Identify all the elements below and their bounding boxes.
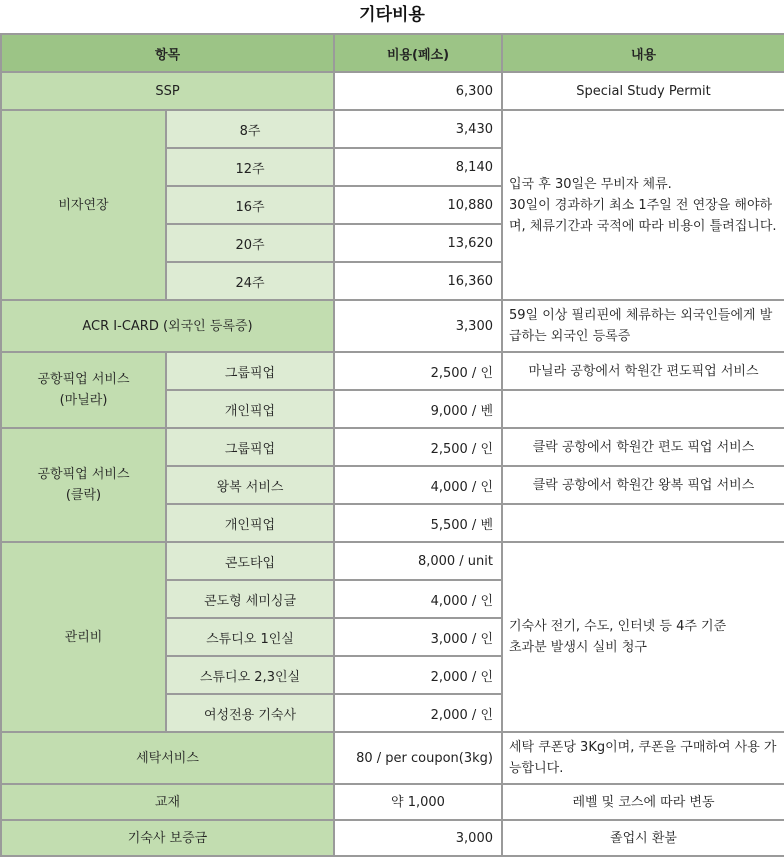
visa-label: 비자연장: [1, 110, 166, 300]
pickup-clark-cost: 5,500 / 벤: [334, 504, 502, 542]
laundry-desc: 세탁 쿠폰당 3Kg이며, 쿠폰을 구매하여 사용 가능합니다.: [502, 732, 784, 784]
table-row-ssp: [1, 72, 784, 110]
pickup-clark-sub: 개인픽업: [166, 504, 334, 542]
maintenance-cost: 4,000 / 인: [334, 580, 502, 618]
deposit-desc: 졸업시 환불: [502, 820, 784, 856]
pickup-manila-sub: 개인픽업: [166, 390, 334, 428]
pickup-clark-desc: [502, 504, 784, 542]
acr-cost: 3,300: [334, 300, 502, 352]
laundry-label: 세탁서비스: [1, 732, 334, 784]
table-row-acr: [1, 300, 784, 352]
maintenance-sub: 콘도타입: [166, 542, 334, 580]
pickup-manila-label: 공항픽업 서비스 (마닐라): [1, 352, 166, 428]
header-row: [1, 34, 784, 72]
visa-sub: 8주: [166, 110, 334, 148]
visa-cost: 16,360: [334, 262, 502, 300]
acr-label: ACR I-CARD (외국인 등록증): [1, 300, 334, 352]
textbook-label: 교재: [1, 784, 334, 820]
pickup-manila-sub: 그룹픽업: [166, 352, 334, 390]
maintenance-sub: 스튜디오 1인실: [166, 618, 334, 656]
laundry-cost: 80 / per coupon(3kg): [334, 732, 502, 784]
table-row-pickup-clark: [1, 428, 784, 466]
ssp-cost: 6,300: [334, 72, 502, 110]
pickup-clark-label: 공항픽업 서비스 (클락): [1, 428, 166, 542]
pickup-clark-cost: 2,500 / 인: [334, 428, 502, 466]
pickup-manila-cost: 2,500 / 인: [334, 352, 502, 390]
table-row-deposit: [1, 820, 784, 856]
table-row-maintenance: [1, 542, 784, 580]
visa-cost: 13,620: [334, 224, 502, 262]
visa-sub: 20주: [166, 224, 334, 262]
maintenance-desc: 기숙사 전기, 수도, 인터넷 등 4주 기준 초과분 발생시 실비 청구: [502, 542, 784, 732]
pickup-clark-desc: 클락 공항에서 학원간 편도 픽업 서비스: [502, 428, 784, 466]
acr-desc: 59일 이상 필리핀에 체류하는 외국인들에게 발급하는 외국인 등록증: [502, 300, 784, 352]
maintenance-sub: 콘도형 세미싱글: [166, 580, 334, 618]
maintenance-cost: 2,000 / 인: [334, 694, 502, 732]
visa-cost: 10,880: [334, 186, 502, 224]
maintenance-label: 관리비: [1, 542, 166, 732]
pickup-clark-desc: 클락 공항에서 학원간 왕복 픽업 서비스: [502, 466, 784, 504]
pickup-manila-desc: [502, 390, 784, 428]
maintenance-cost: 3,000 / 인: [334, 618, 502, 656]
pickup-clark-sub: 그룹픽업: [166, 428, 334, 466]
page-title: 기타비용: [359, 5, 425, 25]
table-row-pickup-manila: [1, 352, 784, 390]
visa-desc: 입국 후 30일은 무비자 체류. 30일이 경과하기 최소 1주일 전 연장을 해야하며, 체류기간과 국적에 따라 비용이 틀려집니다.: [502, 110, 784, 300]
visa-sub: 24주: [166, 262, 334, 300]
maintenance-cost: 2,000 / 인: [334, 656, 502, 694]
table-row-textbook: [1, 784, 784, 820]
textbook-cost: 약 1,000: [334, 784, 502, 820]
maintenance-cost: 8,000 / unit: [334, 542, 502, 580]
ssp-desc: Special Study Permit: [502, 72, 784, 110]
maintenance-sub: 스튜디오 2,3인실: [166, 656, 334, 694]
table-row-laundry: [1, 732, 784, 784]
pickup-clark-sub: 왕복 서비스: [166, 466, 334, 504]
visa-sub: 12주: [166, 148, 334, 186]
pickup-manila-cost: 9,000 / 벤: [334, 390, 502, 428]
maintenance-sub: 여성전용 기숙사: [166, 694, 334, 732]
header-cost: 비용(페소): [334, 34, 502, 72]
visa-cost: 8,140: [334, 148, 502, 186]
deposit-cost: 3,000: [334, 820, 502, 856]
visa-sub: 16주: [166, 186, 334, 224]
deposit-label: 기숙사 보증금: [1, 820, 334, 856]
cost-table: [0, 33, 784, 857]
header-desc: 내용: [502, 34, 784, 72]
textbook-desc: 레벨 및 코스에 따라 변동: [502, 784, 784, 820]
pickup-manila-desc: 마닐라 공항에서 학원간 편도픽업 서비스: [502, 352, 784, 390]
header-item: 항목: [1, 34, 334, 72]
pickup-clark-cost: 4,000 / 인: [334, 466, 502, 504]
table-row-visa: [1, 110, 784, 148]
ssp-label: SSP: [1, 72, 334, 110]
visa-cost: 3,430: [334, 110, 502, 148]
